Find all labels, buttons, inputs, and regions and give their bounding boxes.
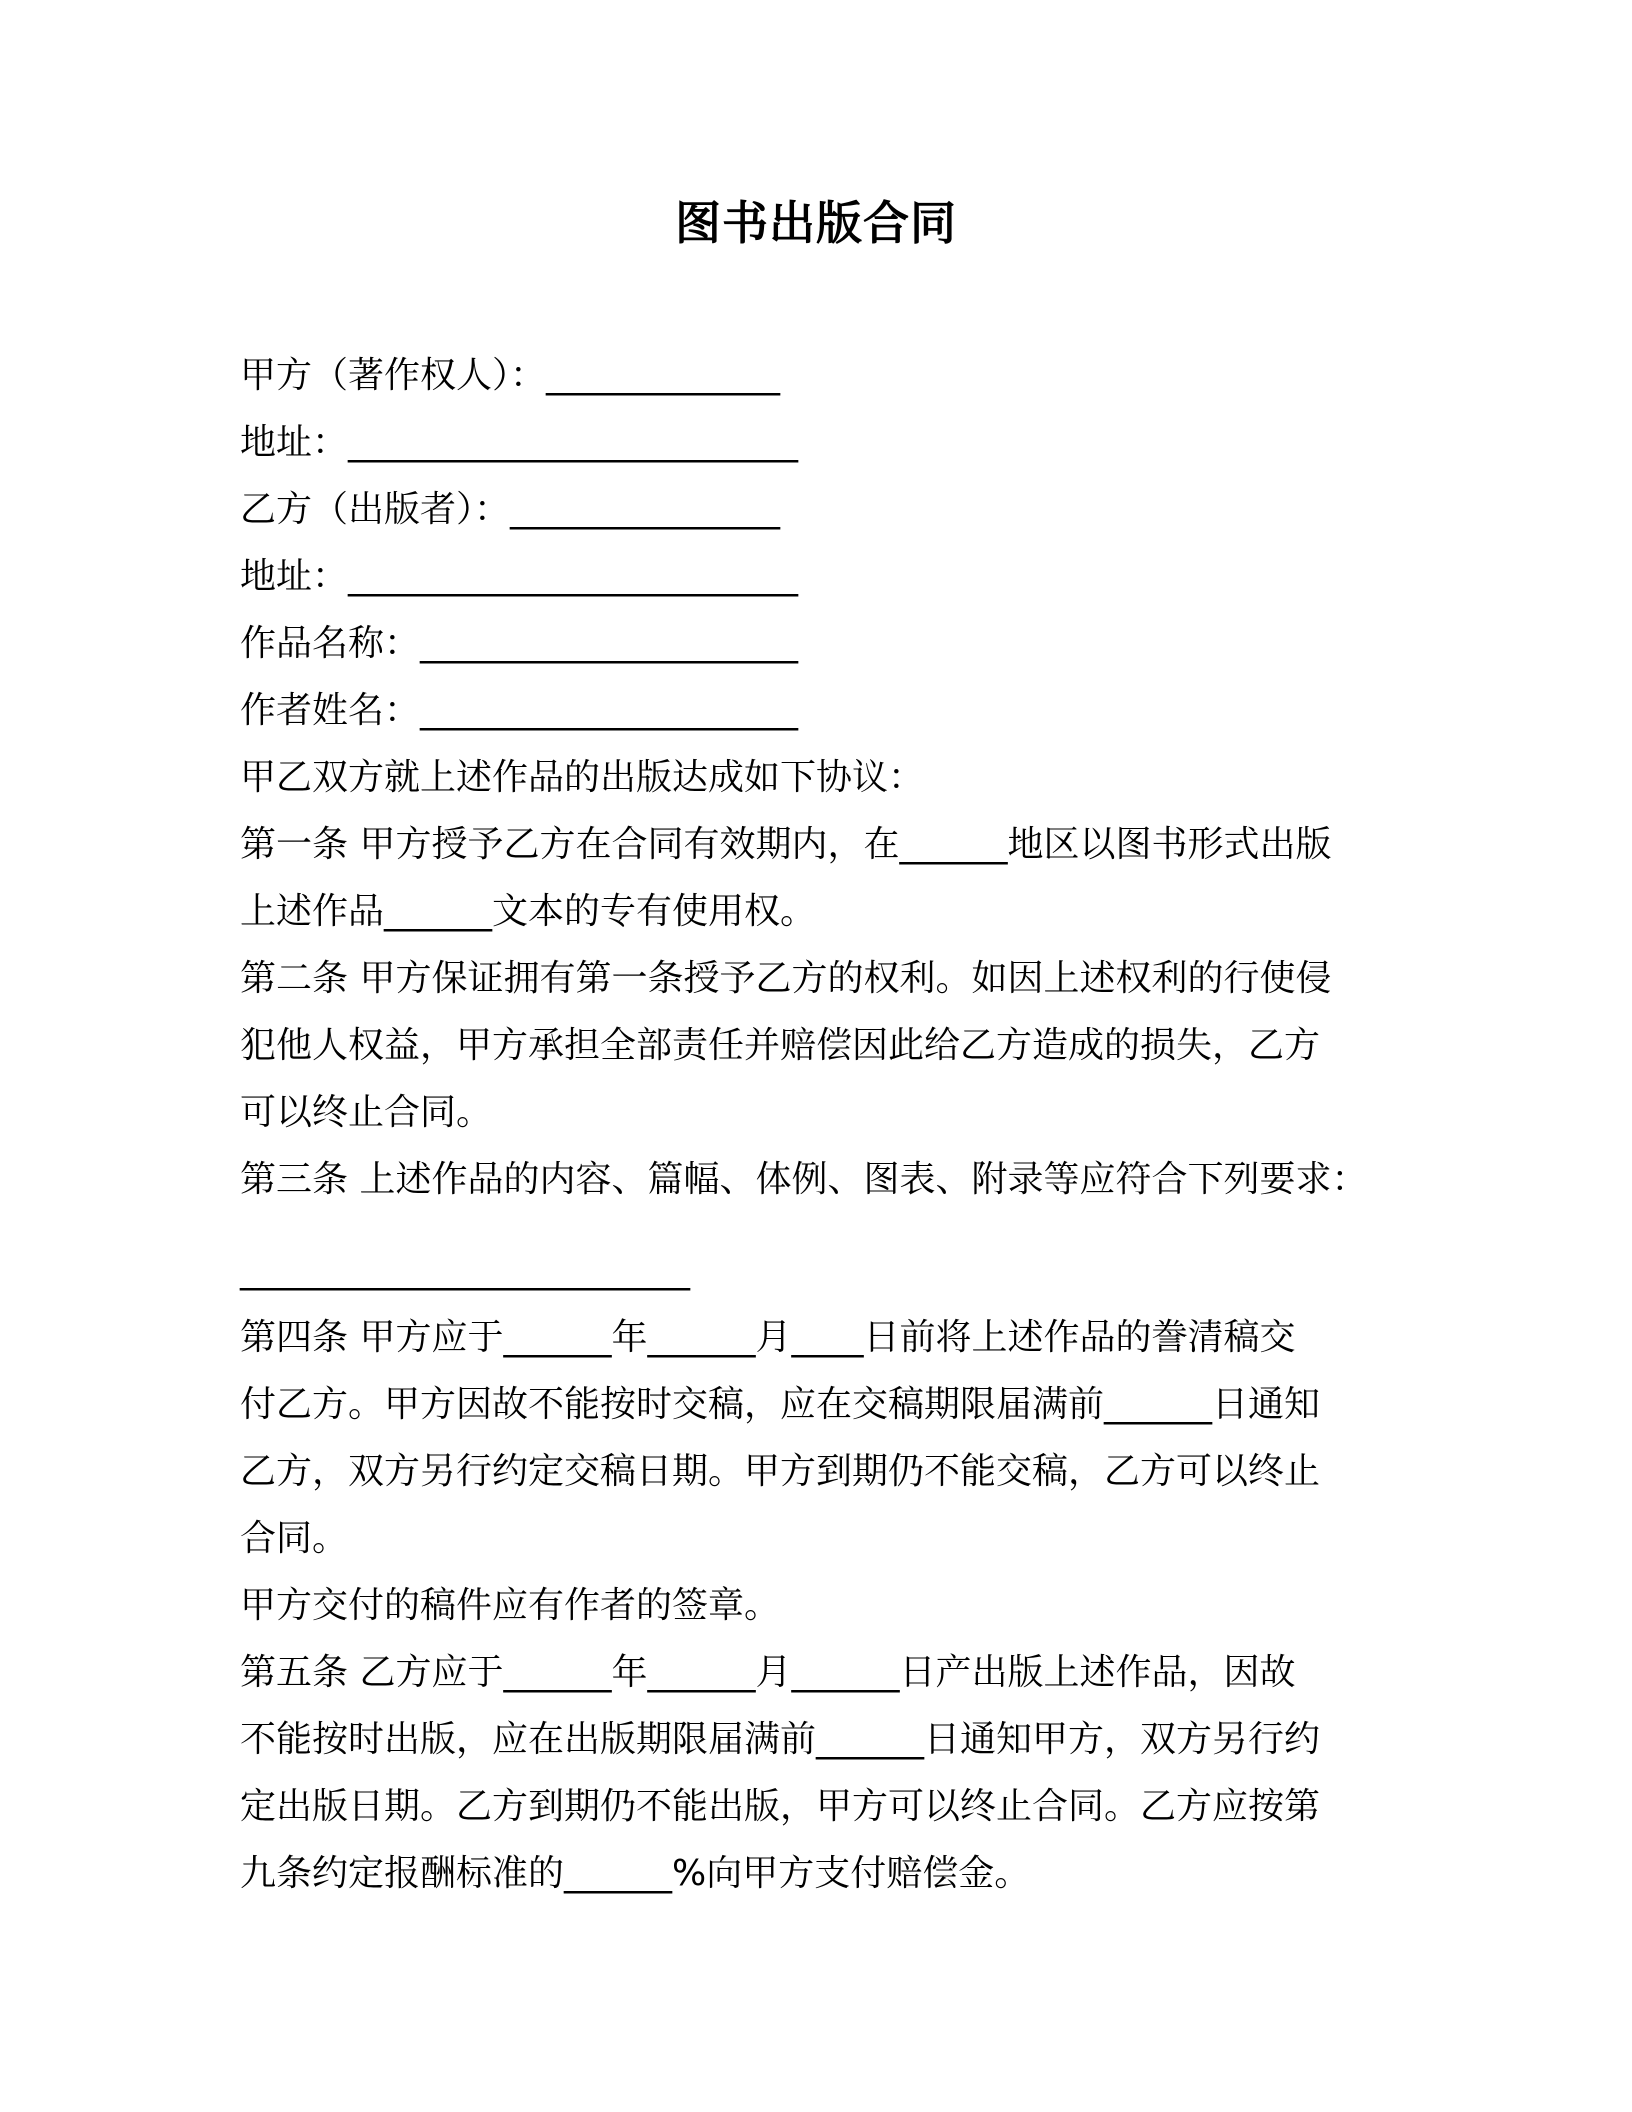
article-2-line-3: 可以终止合同。 [240,1092,493,1133]
article-3-blank-line: _________________________ [240,1250,690,1291]
agreement-intro-line: 甲乙双方就上述作品的出版达成如下协议： [240,757,925,798]
party-a-address-line: 地址：_________________________ [240,422,799,463]
article-5-line-3: 定出版日期。乙方到期仍不能出版，甲方可以终止合同。乙方应按第 [240,1786,1321,1827]
document-title: 图书出版合同 [675,196,957,250]
article-4-line-1: 第四条 甲方应于______年______月____日前将上述作品的誊清稿交 [240,1317,1296,1358]
work-title-line: 作品名称：_____________________ [240,623,799,664]
signature-requirement-line: 甲方交付的稿件应有作者的签章。 [240,1585,781,1626]
article-1-line-1: 第一条 甲方授予乙方在合同有效期内，在______地区以图书形式出版 [240,824,1332,865]
article-4-line-2: 付乙方。甲方因故不能按时交稿，应在交稿期限届满前______日通知 [240,1384,1321,1425]
article-5-line-1: 第五条 乙方应于______年______月______日产出版上述作品，因故 [240,1652,1296,1693]
article-3-line-1: 第三条 上述作品的内容、篇幅、体例、图表、附录等应符合下列要求： [240,1159,1368,1200]
document-body [240,342,1400,1907]
article-2-line-2: 犯他人权益，甲方承担全部责任并赔偿因此给乙方造成的损失，乙方 [240,1025,1321,1066]
article-5-line-4: 九条约定报酬标准的______%向甲方支付赔偿金。 [240,1853,1031,1894]
article-5-line-2: 不能按时出版，应在出版期限届满前______日通知甲方，双方另行约 [240,1719,1321,1760]
party-b-address-line: 地址：_________________________ [240,556,799,597]
article-4-line-4: 合同。 [240,1518,349,1559]
party-b-line: 乙方（出版者）：_______________ [240,489,781,530]
article-4-line-3: 乙方，双方另行约定交稿日期。甲方到期仍不能交稿，乙方可以终止 [240,1451,1321,1492]
article-2-line-1: 第二条 甲方保证拥有第一条授予乙方的权利。如因上述权利的行使侵 [240,958,1332,999]
party-a-line: 甲方（著作权人）：_____________ [240,355,781,396]
article-1-line-2: 上述作品______文本的专有使用权。 [240,891,817,932]
author-name-line: 作者姓名：_____________________ [240,690,799,731]
